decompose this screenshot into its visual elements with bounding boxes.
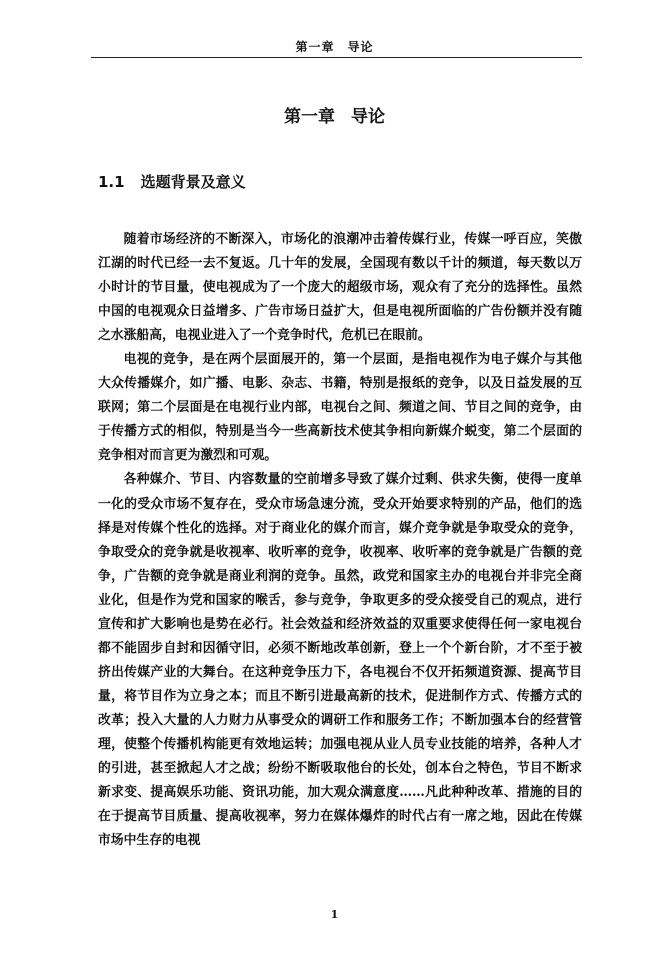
paragraph: 各种媒介、节目、内容数量的空前增多导致了媒介过剩、供求失衡，使得一度单一化的受众市场不复存在，受众市场急速分流，受众开始要求特别的产品，他们的选择是对传媒个性化的选择。对于商业化的媒介而言，媒介竞争就是争取受众的竞争，争取受众的竞争就是收视率、收听率的竞争，收视率、收听率的竞争就是广告额的竞争，广告额的竞争就是商业利润的竞争。虽然，政党和国家主办的电视台并非完全商业化，但是作为党和国家的喉舌，参与竞争，争取更多的受众接受自己的观点，进行宣传和扩大影响也是势在必行。社会效益和经济效益的双重要求使得任何一家电视台都不能固步自封和因循守旧，必须不断地改革创新，登上一个个新台阶，才不至于被挤出传媒产业的大舞台。在这种竞争压力下，各电视台不仅开拓频道资源、提高节目量，将节目作为立身之本；而且不断引进最高新的技术，促进制作方式、传播方式的改革；投入大量的人力财力从事受众的调研工作和服务工作；不断加强本台的经营管理，使整个传播机构能更有效地运转；加强电视从业人员专业技能的培养，各种人才的引进，甚至掀起人才之战；纷纷不断吸取他台的长处，创本台之特色，节目不断求新求变、提高娱乐功能、资讯功能，加大观众满意度……凡此种种改革、措施的目的在于提高节目质量、提高收视率，努力在媒体爆炸的时代占有一席之地，因此在传媒市场中生存的电视: [98, 472, 582, 849]
body-text: [98, 228, 582, 853]
running-header: 第一章 导论: [295, 40, 374, 54]
section-number: 1.1: [98, 173, 125, 191]
paragraph: 随着市场经济的不断深入，市场化的浪潮冲击着传媒行业，传媒一呼百应，笑傲江湖的时代已经一去不复返。几十年的发展，全国现有数以千计的频道，每天数以万小时计的节目量，使电视成为了一个庞大的超级市场，观众有了充分的选择性。虽然中国的电视观众日益增多、广告市场日益扩大，但是电视所面临的广告份额并没有随之水涨船高，电视业进入了一个竞争时代，危机已在眼前。: [98, 232, 582, 344]
chapter-title-text: 导论: [351, 107, 385, 127]
page-number: 1: [330, 908, 339, 921]
section-heading: [98, 171, 246, 192]
header-rule: [91, 57, 582, 58]
chapter-number: 第一章: [284, 107, 335, 127]
paragraph: 电视的竞争，是在两个层面展开的，第一个层面，是指电视作为电子媒介与其他大众传播媒介，如广播、电影、杂志、书籍，特别是报纸的竞争，以及日益发展的互联网；第二个层面是在电视行业内部，电视台之间、频道之间、节目之间的竞争，由于传播方式的相似，特别是当今一些高新技术使其争相向新媒介蜕变，第二个层面的竞争相对而言更为激烈和可观。: [98, 352, 582, 464]
section-title: 选题背景及意义: [140, 173, 246, 191]
chapter-title: [0, 102, 669, 127]
